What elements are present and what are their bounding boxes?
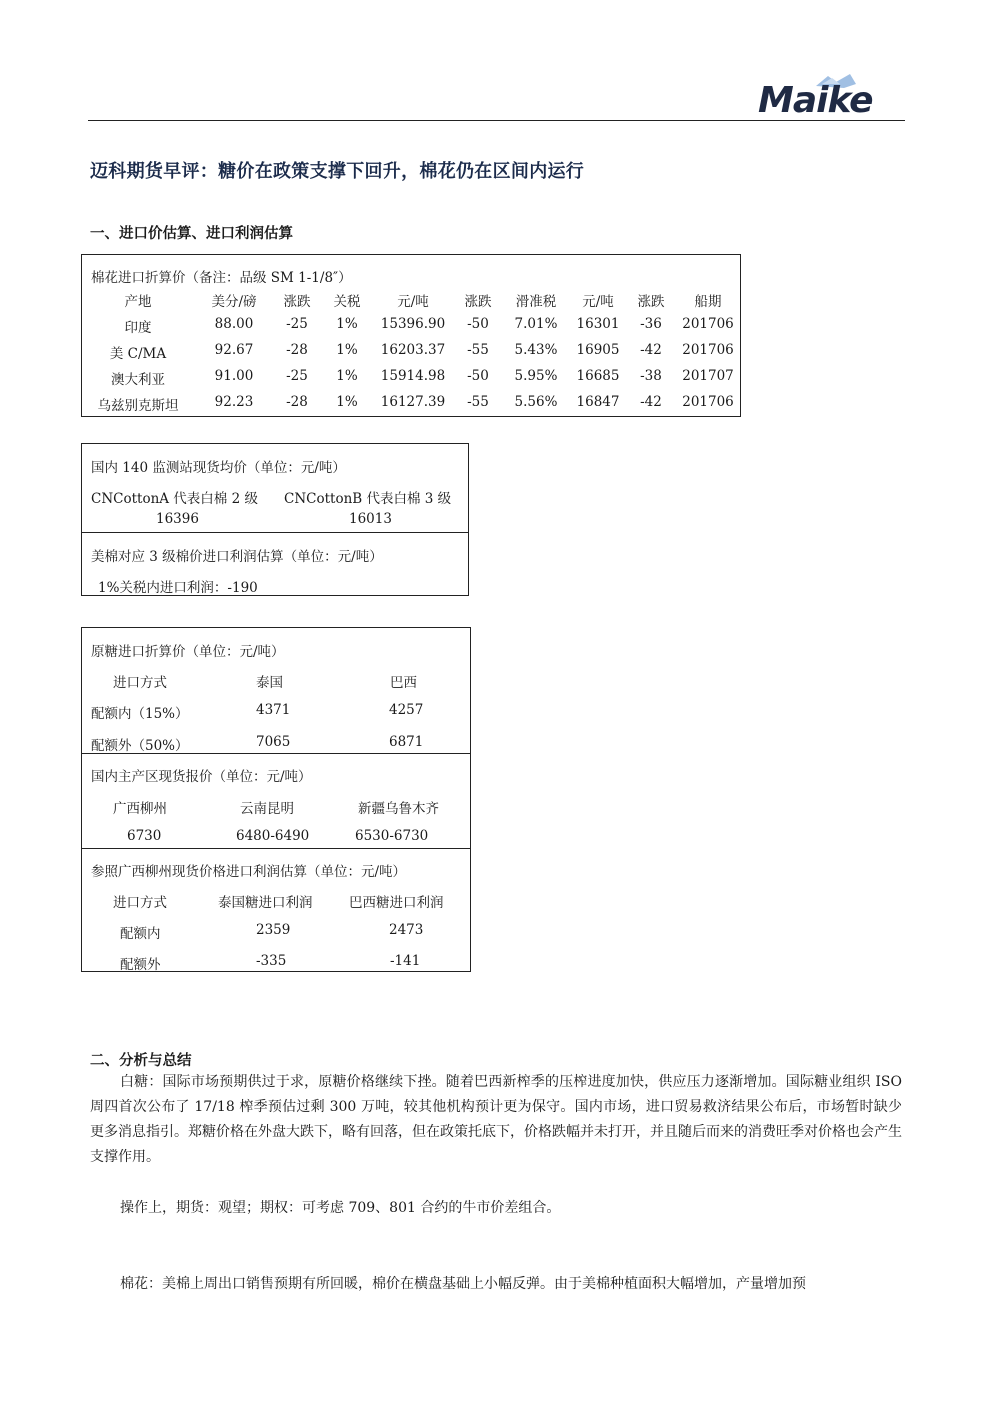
domestic-cotton-table bbox=[81, 443, 469, 596]
spot-value: 6480-6490 bbox=[236, 828, 310, 844]
cell-change: -28 bbox=[286, 394, 308, 410]
col-header: 巴西糖进口利润 bbox=[349, 895, 444, 911]
cell-brazil-profit: 2473 bbox=[389, 922, 424, 938]
cell-change: -50 bbox=[467, 368, 489, 384]
cell-shipment: 201707 bbox=[682, 368, 734, 384]
cell-yuan: 16685 bbox=[576, 368, 620, 384]
col-header-thailand: 泰国 bbox=[256, 675, 283, 691]
cell-yuan: 15914.98 bbox=[380, 368, 446, 384]
cell-cents: 92.67 bbox=[214, 342, 254, 358]
cell-shipment: 201706 bbox=[682, 342, 734, 358]
cell-yuan: 15396.90 bbox=[380, 316, 446, 332]
cell-origin: 印度 bbox=[124, 320, 152, 336]
col-header: 涨跌 bbox=[637, 294, 665, 310]
col-header: 船期 bbox=[694, 294, 722, 310]
section-1-heading: 一、进口价估算、进口利润估算 bbox=[90, 226, 293, 242]
spot-region: 云南昆明 bbox=[240, 801, 294, 817]
cell-origin: 美 C/MA bbox=[109, 346, 167, 362]
cell-yuan: 16203.37 bbox=[380, 342, 446, 358]
cell-change: -28 bbox=[286, 342, 308, 358]
col-header-brazil: 巴西 bbox=[390, 675, 417, 691]
table-row bbox=[82, 342, 740, 368]
cell-change: -55 bbox=[467, 342, 489, 358]
table-row bbox=[82, 368, 740, 394]
sugar-import-caption: 原糖进口折算价（单位：元/吨） bbox=[91, 644, 285, 660]
col-header: 涨跌 bbox=[283, 294, 311, 310]
cell-thailand: 7065 bbox=[256, 734, 291, 750]
cell-cents: 91.00 bbox=[214, 368, 254, 384]
col-header-method: 进口方式 bbox=[113, 675, 167, 691]
cell-change: -25 bbox=[286, 368, 308, 384]
cell-brazil-profit: -141 bbox=[390, 953, 421, 969]
spot-value: 6730 bbox=[127, 828, 162, 844]
cell-sliding-tax: 5.56% bbox=[514, 394, 558, 410]
cotton-profit-caption: 美棉对应 3 级棉价进口利润估算（单位：元/吨） bbox=[91, 549, 383, 565]
cell-tariff: 1% bbox=[336, 368, 358, 384]
cell-change: -50 bbox=[467, 316, 489, 332]
spot-region: 广西柳州 bbox=[113, 801, 167, 817]
operations-paragraph: 操作上，期货：观望；期权：可考虑 709、801 合约的牛市价差组合。 bbox=[120, 1200, 561, 1216]
sugar-profit-caption: 参照广西柳州现货价格进口利润估算（单位：元/吨） bbox=[91, 864, 407, 880]
cncotton-a-value: 16396 bbox=[156, 511, 199, 527]
cotton-import-table bbox=[81, 254, 741, 417]
col-header: 进口方式 bbox=[113, 895, 167, 911]
cell-method: 配额外 bbox=[120, 957, 161, 973]
cell-yuan: 16127.39 bbox=[380, 394, 446, 410]
cell-thailand-profit: 2359 bbox=[256, 922, 291, 938]
sugar-spot-caption: 国内主产区现货报价（单位：元/吨） bbox=[91, 769, 312, 785]
cell-method: 配额外（50%） bbox=[91, 738, 189, 754]
cell-brazil: 6871 bbox=[389, 734, 424, 750]
sugar-import-table bbox=[81, 627, 471, 972]
cell-change: -38 bbox=[640, 368, 662, 384]
cell-sliding-tax: 5.95% bbox=[514, 368, 558, 384]
cell-change: -42 bbox=[640, 342, 662, 358]
cell-brazil: 4257 bbox=[389, 702, 424, 718]
cncotton-a-label: CNCottonA 代表白棉 2 级 bbox=[91, 491, 258, 507]
cotton-profit-line: 1%关税内进口利润：-190 bbox=[98, 580, 258, 596]
col-header: 元/吨 bbox=[582, 294, 614, 310]
cotton-analysis-paragraph: 棉花：美棉上周出口销售预期有所回暖，棉价在横盘基础上小幅反弹。由于美棉种植面积大幅增加，产量增加预 bbox=[120, 1276, 806, 1292]
cell-thailand: 4371 bbox=[256, 702, 291, 718]
col-header: 泰国糖进口利润 bbox=[218, 895, 313, 911]
maike-logo bbox=[756, 72, 891, 118]
cell-cents: 92.23 bbox=[214, 394, 254, 410]
col-header: 滑准税 bbox=[515, 294, 557, 310]
cell-sliding-tax: 7.01% bbox=[514, 316, 558, 332]
cell-method: 配额内 bbox=[120, 926, 161, 942]
spot-value: 6530-6730 bbox=[355, 828, 429, 844]
document-title: 迈科期货早评：糖价在政策支撑下回升，棉花仍在区间内运行 bbox=[90, 161, 585, 182]
cell-shipment: 201706 bbox=[682, 316, 734, 332]
logo-text: Maike bbox=[758, 80, 873, 118]
cell-tariff: 1% bbox=[336, 394, 358, 410]
cell-method: 配额内（15%） bbox=[91, 706, 189, 722]
cell-yuan: 16301 bbox=[576, 316, 620, 332]
col-header: 元/吨 bbox=[397, 294, 429, 310]
col-header: 关税 bbox=[333, 294, 361, 310]
table-divider bbox=[82, 753, 470, 754]
cell-origin: 澳大利亚 bbox=[111, 372, 165, 388]
cncotton-b-value: 16013 bbox=[349, 511, 392, 527]
cell-yuan: 16905 bbox=[576, 342, 620, 358]
cell-sliding-tax: 5.43% bbox=[514, 342, 558, 358]
cncotton-b-label: CNCottonB 代表白棉 3 级 bbox=[284, 491, 452, 507]
cell-cents: 88.00 bbox=[214, 316, 254, 332]
cotton-header-row bbox=[82, 290, 740, 316]
sugar-analysis-paragraph: 白糖：国际市场预期供过于求，原糖价格继续下挫。随着巴西新榨季的压榨进度加快，供应压力逐渐增加。国际糖业组织 ISO 周四首次公布了 17/18 榨季预估过剩 300 万吨，较其他机构预计更为保守。国内市场，进口贸易救济结果公布后，市场暂时缺少更多消息指引。郑糖价格在外盘大跌下，略有回落，但在政策托底下，价格跌幅并未打开，并且随后而来的消费旺季对价格也会产生支撑作用。 bbox=[90, 1074, 902, 1165]
domestic-cotton-caption: 国内 140 监测站现货均价（单位：元/吨） bbox=[91, 460, 346, 476]
cell-origin: 乌兹别克斯坦 bbox=[97, 398, 179, 414]
table-divider bbox=[82, 532, 468, 533]
cell-change: -55 bbox=[467, 394, 489, 410]
cell-thailand-profit: -335 bbox=[256, 953, 287, 969]
cell-change: -36 bbox=[640, 316, 662, 332]
table-row bbox=[82, 394, 740, 420]
table-row bbox=[82, 316, 740, 342]
col-header: 涨跌 bbox=[464, 294, 492, 310]
table-divider bbox=[82, 848, 470, 849]
cell-yuan: 16847 bbox=[576, 394, 620, 410]
cell-change: -25 bbox=[286, 316, 308, 332]
section-2-heading: 二、分析与总结 bbox=[90, 1053, 192, 1069]
cotton-import-caption: 棉花进口折算价（备注：品级 SM 1-1/8″） bbox=[91, 270, 352, 286]
cell-tariff: 1% bbox=[336, 342, 358, 358]
spot-region: 新疆乌鲁木齐 bbox=[358, 801, 439, 817]
col-header: 美分/磅 bbox=[211, 294, 257, 310]
cell-change: -42 bbox=[640, 394, 662, 410]
header-rule bbox=[88, 120, 905, 121]
cell-tariff: 1% bbox=[336, 316, 358, 332]
col-header: 产地 bbox=[124, 294, 152, 310]
cell-shipment: 201706 bbox=[682, 394, 734, 410]
